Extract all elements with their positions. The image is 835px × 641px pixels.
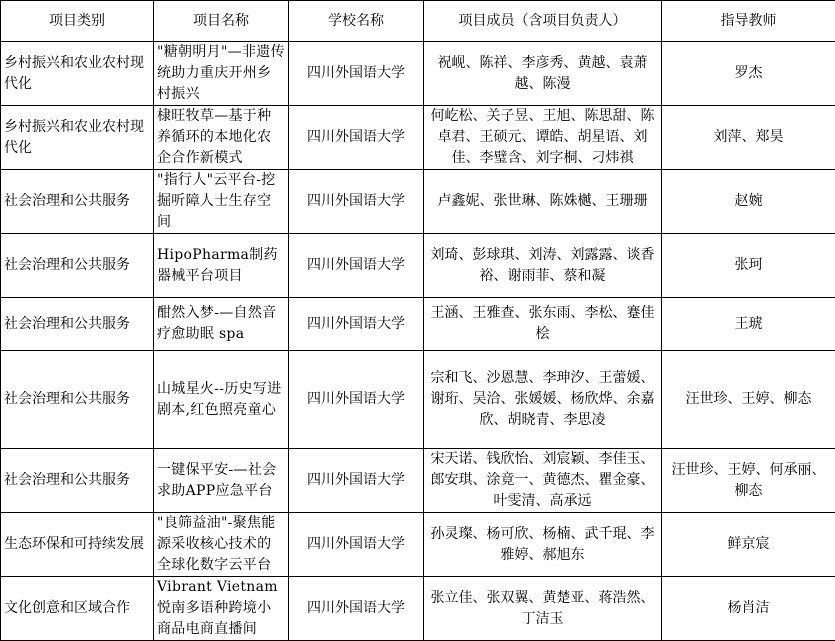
cell-school: 四川外国语大学 <box>289 298 424 351</box>
cell-members: 王涵、王雅查、张东雨、李松、蹇佳桧 <box>424 298 662 351</box>
cell-category: 社会治理和公共服务 <box>1 170 154 234</box>
cell-members: 何屹松、关子昱、王旭、陈思甜、陈卓君、王硕元、谭皓、胡星语、刘佳、李璧含、刘字桐、刁炜祺 <box>424 106 662 170</box>
table-row <box>1 449 835 513</box>
cell-teacher: 赵婉 <box>662 170 835 234</box>
cell-project-name: 棣旺牧草—基于种养循环的本地化农企合作新模式 <box>154 106 289 170</box>
cell-category: 社会治理和公共服务 <box>1 234 154 298</box>
cell-project-name: Vibrant Vietnam悦南多语种跨境小商品电商直播间 <box>154 577 289 641</box>
cell-category: 乡村振兴和农业农村现代化 <box>1 42 154 106</box>
cell-category: 社会治理和公共服务 <box>1 449 154 513</box>
cell-project-name: "指行人"云平台-挖掘听障人士生存空间 <box>154 170 289 234</box>
cell-school: 四川外国语大学 <box>289 449 424 513</box>
cell-category: 生态环保和可持续发展 <box>1 513 154 577</box>
cell-project-name: 一键保平安-—社会求助APP应急平台 <box>154 449 289 513</box>
cell-members: 卢鑫妮、张世琳、陈姝樾、王珊珊 <box>424 170 662 234</box>
cell-school: 四川外国语大学 <box>289 234 424 298</box>
cell-teacher: 杨肖洁 <box>662 577 835 641</box>
cell-project-name: "糖朝明月"—非遗传统助力重庆开州乡村振兴 <box>154 42 289 106</box>
cell-teacher: 汪世珍、王婷、柳态 <box>662 351 835 449</box>
cell-teacher: 刘萍、郑昊 <box>662 106 835 170</box>
cell-school: 四川外国语大学 <box>289 577 424 641</box>
table-row <box>1 298 835 351</box>
cell-teacher: 汪世珍、王婷、何承丽、柳态 <box>662 449 835 513</box>
cell-members: 刘琦、彭球琪、刘涛、刘露露、谈香裕、谢雨菲、蔡和凝 <box>424 234 662 298</box>
header-school: 学校名称 <box>289 1 424 42</box>
cell-school: 四川外国语大学 <box>289 42 424 106</box>
cell-members: 祝岘、陈祥、李彦秀、黄越、袁萧越、陈漫 <box>424 42 662 106</box>
cell-teacher: 罗杰 <box>662 42 835 106</box>
cell-members: 张立佳、张双翼、黄楚亚、蒋浩然、丁洁玉 <box>424 577 662 641</box>
header-teacher: 指导教师 <box>662 1 835 42</box>
table-row <box>1 577 835 641</box>
cell-teacher: 王琥 <box>662 298 835 351</box>
cell-category: 文化创意和区域合作 <box>1 577 154 641</box>
cell-project-name: HipoPharma制药器械平台项目 <box>154 234 289 298</box>
table-row <box>1 234 835 298</box>
header-members: 项目成员（含项目负责人） <box>424 1 662 42</box>
table-row <box>1 170 835 234</box>
cell-school: 四川外国语大学 <box>289 106 424 170</box>
table-row <box>1 513 835 577</box>
cell-teacher: 鲜京宸 <box>662 513 835 577</box>
cell-members: 宗和飞、沙恩慧、李珅汐、王蕾媛、谢珩、吴洽、张媛媛、杨欣烨、余嘉欣、胡晓青、李思凌 <box>424 351 662 449</box>
table-row <box>1 351 835 449</box>
table-row <box>1 42 835 106</box>
cell-category: 乡村振兴和农业农村现代化 <box>1 106 154 170</box>
table-row <box>1 106 835 170</box>
header-project-name: 项目名称 <box>154 1 289 42</box>
cell-members: 宋天诺、钱欣怡、刘宸颖、李佳玉、郎安琪、涂竟一、黄德杰、瞿金豪、叶雯清、高承远 <box>424 449 662 513</box>
cell-project-name: 山城星火--历史写进剧本,红色照亮童心 <box>154 351 289 449</box>
cell-teacher: 张珂 <box>662 234 835 298</box>
cell-school: 四川外国语大学 <box>289 513 424 577</box>
cell-project-name: "良筛益油"-聚焦能源采收核心技术的全球化数字云平台 <box>154 513 289 577</box>
cell-category: 社会治理和公共服务 <box>1 351 154 449</box>
cell-school: 四川外国语大学 <box>289 170 424 234</box>
table-header-row <box>1 1 835 42</box>
header-category: 项目类别 <box>1 1 154 42</box>
cell-school: 四川外国语大学 <box>289 351 424 449</box>
cell-members: 孙灵璨、杨可欣、杨楠、武千琨、李雅婷、郝旭东 <box>424 513 662 577</box>
cell-category: 社会治理和公共服务 <box>1 298 154 351</box>
cell-project-name: 酣然入梦-—自然音疗愈助眠 spa <box>154 298 289 351</box>
